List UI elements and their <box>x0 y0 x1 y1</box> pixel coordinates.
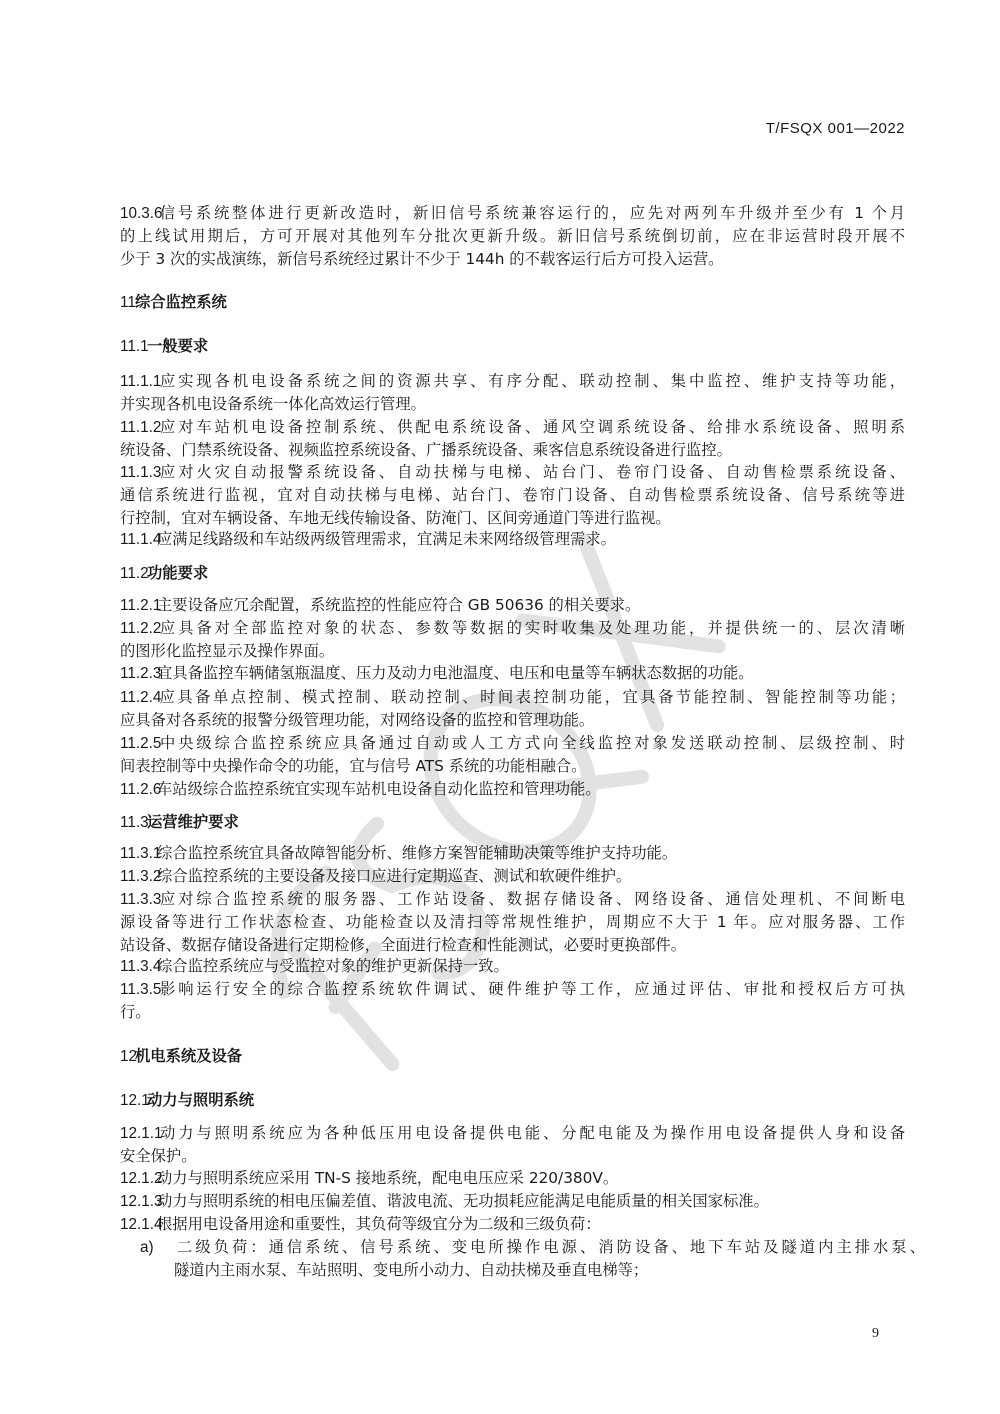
clause-number: 10.3.6 <box>120 205 163 222</box>
clause-number: 11.2.6 <box>120 781 162 798</box>
clause-number: 11.2.4 <box>120 689 162 706</box>
section-heading <box>120 1045 905 1068</box>
clause-line <box>120 248 905 270</box>
clause-line <box>120 934 905 956</box>
clause-number: 11.2 <box>120 565 149 582</box>
clause-text: 中央级综合监控系统应具备通过自动或人工方式向全线监控对象发送联动控制、层级控制、时 <box>157 734 905 752</box>
clause-text: 应实现各机电设备系统之间的资源共享、有序分配、联动控制、集中监控、维护支持等功能， <box>157 372 905 390</box>
clause-number: 12.1.1 <box>120 1125 163 1142</box>
clause-text: 动力与照明系统的相电压偏差值、谐波电流、无功损耗应能满足电能质量的相关国家标准。 <box>157 1192 769 1210</box>
clause-number: 11.2.3 <box>120 665 162 682</box>
clause-text: 根据用电设备用途和重要性，其负荷等级宜分为二级和三级负荷： <box>157 1215 601 1233</box>
clause-text: 应对车站机电设备控制系统、供配电系统设备、通风空调系统设备、给排水系统设备、照明系 <box>157 418 905 436</box>
clause-line <box>120 686 905 708</box>
clause-number: 12.1 <box>120 1092 150 1109</box>
clause-text: 机电系统及设备 <box>135 1047 243 1065</box>
clause-number: 11.2.1 <box>120 597 162 614</box>
section-heading <box>120 1089 905 1112</box>
clause-line <box>120 888 905 910</box>
clause-line <box>120 732 905 754</box>
clause-text: 应具备对各系统的报警分级管理功能，对网络设备的监控和管理功能。 <box>120 711 595 729</box>
clause-text: 综合监控系统宜具备故障智能分析、维修方案智能辅助决策等维护支持功能。 <box>157 844 678 862</box>
clause-text: 应对综合监控系统的服务器、工作站设备、数据存储设备、网络设备、通信处理机、不间断电 <box>157 890 905 908</box>
clause-line <box>120 439 905 461</box>
clause-line <box>120 1122 905 1144</box>
clause-text: 一般要求 <box>147 337 209 355</box>
clause-number: 11.3.3 <box>120 891 162 908</box>
clause-line <box>120 461 905 483</box>
clause-number: 11.3.2 <box>120 868 162 885</box>
clause-text: 动力与照明系统应为各种低压用电设备提供电能、分配电能及为操作用电设备提供人身和设备 <box>157 1124 905 1142</box>
clause-text: 应具备对全部监控对象的状态、参数等数据的实时收集及处理功能，并提供统一的、层次清晰 <box>157 619 905 637</box>
clause-text: 综合监控系统应与受监控对象的维护更新保持一致。 <box>157 957 509 975</box>
clause-text: 站设备、数据存储设备进行定期检修，全面进行检查和性能测试，必要时更换部件。 <box>120 936 686 954</box>
clause-line <box>120 1190 905 1213</box>
clause-text: 宜具备监控车辆储氢瓶温度、压力及动力电池温度、电压和电量等车辆状态数据的功能。 <box>157 664 754 682</box>
clause-text: 间表控制等中央操作命令的功能，宜与信号 ATS 系统的功能相融合。 <box>120 757 587 775</box>
clause-number: 12.1.3 <box>120 1193 163 1210</box>
clause-line <box>120 370 905 392</box>
clause-number: 11.1 <box>120 338 149 355</box>
clause-line <box>120 709 905 731</box>
clause-text: 信号系统整体进行更新改造时，新旧信号系统兼容运行的，应先对两列车升级并至少有 1 个月 <box>157 204 905 222</box>
clause-text: 行。 <box>120 1003 151 1021</box>
section-heading <box>120 562 905 585</box>
clause-line <box>120 1001 905 1023</box>
clause-text: 主要设备应冗余配置，系统监控的性能应符合 GB 50636 的相关要求。 <box>157 596 641 614</box>
clause-number: a) <box>140 1239 154 1256</box>
clause-text: 动力与照明系统 <box>147 1091 255 1109</box>
clause-text: 应对火灾自动报警系统设备、自动扶梯与电梯、站台门、卷帘门设备、自动售检票系统设备、 <box>157 463 905 481</box>
clause-text: 通信系统进行监视，宜对自动扶梯与电梯、站台门、卷帘门设备、自动售检票系统设备、信号系统等进 <box>120 486 905 504</box>
clause-line <box>120 594 905 617</box>
list-item-line <box>174 1259 905 1281</box>
clause-text: 动力与照明系统应采用 TN-S 接地系统，配电电压应采 220/380V。 <box>157 1169 619 1187</box>
clause-text: 运营维护要求 <box>147 813 239 831</box>
clause-text: 少于 3 次的实战演练，新信号系统经过累计不少于 144h 的不载客运行后方可投入运营。 <box>120 250 724 268</box>
clause-number: 11 <box>120 294 136 311</box>
clause-line <box>120 778 905 801</box>
clause-line <box>120 662 905 685</box>
clause-line <box>120 507 905 529</box>
clause-line <box>120 1145 905 1167</box>
clause-text: 的图形化监控显示及操作界面。 <box>120 642 335 660</box>
clause-text: 功能要求 <box>147 564 209 582</box>
clause-line <box>120 640 905 662</box>
clause-line <box>120 416 905 438</box>
clause-line <box>120 393 905 415</box>
clause-line <box>120 484 905 506</box>
clause-number: 11.1.1 <box>120 373 162 390</box>
clause-line <box>120 755 905 777</box>
clause-text: 统设备、门禁系统设备、视频监控系统设备、广播系统设备、乘客信息系统设备进行监控。 <box>120 441 732 459</box>
clause-number: 11.1.4 <box>120 531 162 548</box>
clause-line <box>120 911 905 933</box>
clause-number: 11.1.3 <box>120 464 162 481</box>
clause-text: 源设备等进行工作状态检查、功能检查以及清扫等常规性维护，周期应不大于 1 年。应对服务器、工作 <box>120 913 905 931</box>
clause-text: 应具备单点控制、模式控制、联动控制、时间表控制功能，宜具备节能控制、智能控制等功能； <box>157 688 905 706</box>
clause-line <box>120 225 905 247</box>
clause-text: 并实现各机电设备系统一体化高效运行管理。 <box>120 395 426 413</box>
clause-number: 11.2.2 <box>120 620 162 637</box>
clause-text: 行控制，宜对车辆设备、车地无线传输设备、防淹门、区间旁通道门等进行监视。 <box>120 509 671 527</box>
clause-number: 12 <box>120 1048 138 1065</box>
list-item-line <box>140 1236 925 1258</box>
clause-line <box>120 978 905 1000</box>
clause-text: 应满足线路级和车站级两级管理需求，宜满足未来网络级管理需求。 <box>157 530 616 548</box>
clause-number: 11.3 <box>120 814 149 831</box>
clause-text: 综合监控系统 <box>135 293 227 311</box>
clause-line <box>120 528 905 551</box>
clause-number: 12.1.2 <box>120 1170 163 1187</box>
clause-text: 影响运行安全的综合监控系统软件调试、硬件维护等工作，应通过评估、审批和授权后方可执 <box>157 980 905 998</box>
clause-text: 隧道内主雨水泵、车站照明、变电所小动力、自动扶梯及垂直电梯等； <box>174 1261 649 1279</box>
clause-line <box>120 865 905 888</box>
section-heading <box>120 291 905 314</box>
clause-number: 11.3.5 <box>120 981 162 998</box>
clause-number: 11.2.5 <box>120 735 162 752</box>
clause-text: 车站级综合监控系统宜实现车站机电设备自动化监控和管理功能。 <box>157 780 601 798</box>
clause-text: 安全保护。 <box>120 1147 197 1165</box>
clause-text: 的上线试用期后，方可开展对其他列车分批次更新升级。新旧信号系统倒切前，应在非运营时段开展不 <box>120 227 905 245</box>
section-heading <box>120 335 905 358</box>
clause-text: 二级负荷：通信系统、信号系统、变电所操作电源、消防设备、地下车站及隧道内主排水泵、 <box>174 1238 925 1256</box>
page-number: 9 <box>872 1326 879 1341</box>
clause-text: 综合监控系统的主要设备及接口应进行定期巡查、测试和软硬件维护。 <box>157 867 632 885</box>
clause-number: 11.1.2 <box>120 419 162 436</box>
clause-line <box>120 842 905 865</box>
clause-line <box>120 955 905 978</box>
section-heading <box>120 811 905 834</box>
clause-number: 11.3.1 <box>120 845 162 862</box>
clause-line <box>120 1213 905 1236</box>
clause-line <box>120 202 905 224</box>
clause-line <box>120 617 905 639</box>
clause-number: 11.3.4 <box>120 958 162 975</box>
clause-number: 12.1.4 <box>120 1216 163 1233</box>
clause-line <box>120 1167 905 1190</box>
standard-number: T/FSQX 001—2022 <box>765 120 905 137</box>
